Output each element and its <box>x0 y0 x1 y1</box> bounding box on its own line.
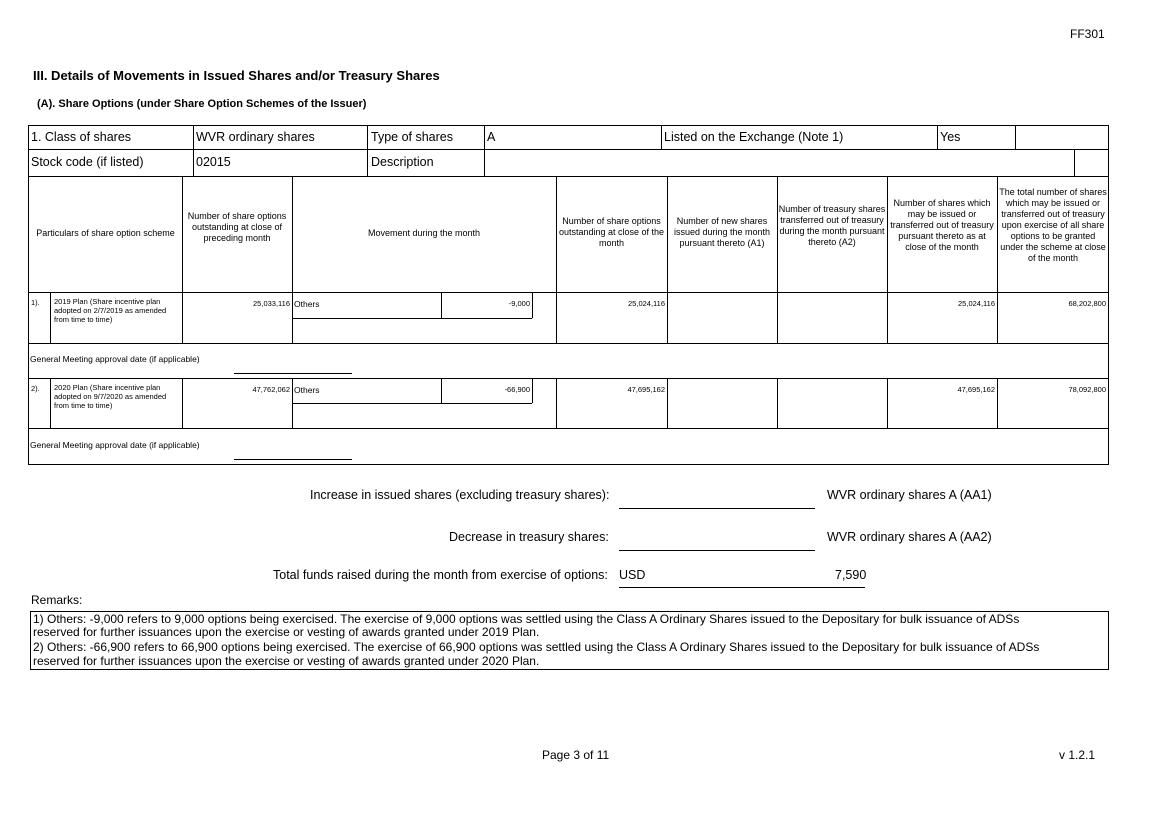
plan-2-index: 2). <box>31 384 40 393</box>
plan-1-close: 25,024,116 <box>628 299 665 308</box>
decrease-field <box>619 550 815 551</box>
type-label: Type of shares <box>371 130 453 144</box>
plan-2-name: 2020 Plan (Share incentive plan adopted on 9/7/2020 as amended from time to time) <box>54 383 167 410</box>
listed-value: Yes <box>940 130 961 144</box>
plan-1-movement-value: -9,000 <box>508 299 530 308</box>
class-value: WVR ordinary shares <box>196 130 315 144</box>
funds-currency: USD <box>619 568 646 582</box>
plan-1-gm-date-line <box>234 373 352 374</box>
page-number: Page 3 of 11 <box>542 748 610 762</box>
plan-2-preceding: 47,762,062 <box>252 385 290 394</box>
decrease-unit: WVR ordinary shares A (AA2) <box>827 530 992 544</box>
funds-value: 7,590 <box>835 568 867 582</box>
col-movement: Movement during the month <box>367 228 481 238</box>
increase-field <box>619 508 815 509</box>
description-label: Description <box>371 155 434 169</box>
plan-1-name: 2019 Plan (Share incentive plan adopted on 2/7/2019 as amended from time to time) <box>54 297 167 324</box>
col-outstanding-close: Number of share options outstanding at close of the month <box>558 216 665 248</box>
plan-1-index: 1). <box>31 298 40 307</box>
col-treasury-transferred: Number of treasury shares transferred out of treasury during the month pursuant thereto (A2) <box>778 204 886 247</box>
remark-line-3: 2) Others: -66,900 refers to 66,900 options being exercised. The exercise of 66,900 options was settled using the Class A Ordinary Shares issued to the Depositary for bulk issuance of ADSs <box>33 640 1040 654</box>
increase-label: Increase in issued shares (excluding treasury shares): <box>310 488 610 502</box>
remark-line-1: 1) Others: -9,000 refers to 9,000 options being exercised. The exercise of 9,000 options was settled using the Class A Ordinary Shares issued to the Depositary for bulk issuance of ADSs <box>33 612 1020 626</box>
col-total-number: The total number of shares which may be issued or transferred out of treasury upon exercise of all share options to be granted under the scheme at close of the month <box>999 187 1107 263</box>
remarks-label: Remarks: <box>31 593 83 607</box>
plan-1-may-issue: 25,024,116 <box>958 299 995 308</box>
plan-2-gm-date-line <box>234 459 352 460</box>
plan-2-total: 78,092,800 <box>1068 385 1106 394</box>
section-title: III. Details of Movements in Issued Shares and/or Treasury Shares <box>33 68 440 83</box>
stock-code-value: 02015 <box>196 155 231 169</box>
plan-1-total: 68,202,800 <box>1068 299 1106 308</box>
col-particulars: Particulars of share option scheme <box>36 228 175 238</box>
col-outstanding-preceding: Number of share options outstanding at close of preceding month <box>187 211 287 243</box>
funds-field <box>619 587 865 588</box>
class-label: 1. Class of shares <box>31 130 132 144</box>
plan-1-preceding: 25,033,116 <box>253 299 290 308</box>
plan-2-close: 47,695,162 <box>627 385 665 394</box>
plan-2-may-issue: 47,695,162 <box>957 385 995 394</box>
plan-2-movement-type: Others <box>294 385 320 395</box>
plan-2-gm-label: General Meeting approval date (if applicable) <box>30 440 200 450</box>
sub-title: (A). Share Options (under Share Option Schemes of the Issuer) <box>37 98 367 110</box>
increase-unit: WVR ordinary shares A (AA1) <box>827 488 992 502</box>
col-new-shares: Number of new shares issued during the month pursuant thereto (A1) <box>673 216 771 248</box>
form-code: FF301 <box>1070 27 1105 41</box>
remark-line-4: reserved for further issuances upon the exercise or vesting of awards granted under 2020 Plan. <box>33 654 540 668</box>
listed-label: Listed on the Exchange (Note 1) <box>664 130 844 144</box>
remark-line-2: reserved for further issuances upon the exercise or vesting of awards granted under 2019 Plan. <box>33 625 540 639</box>
funds-label: Total funds raised during the month from exercise of options: <box>273 568 608 582</box>
plan-2-movement-value: -66,900 <box>504 385 530 394</box>
type-value: A <box>487 130 496 144</box>
stock-code-label: Stock code (if listed) <box>31 155 144 169</box>
plan-1-gm-label: General Meeting approval date (if applicable) <box>30 354 200 364</box>
plan-1-movement-type: Others <box>294 299 320 309</box>
version: v 1.2.1 <box>1059 748 1096 762</box>
col-may-be-issued: Number of shares which may be issued or transferred out of treasury pursuant thereto as at close of the month <box>890 198 994 252</box>
remarks-box <box>30 611 1109 670</box>
decrease-label: Decrease in treasury shares: <box>449 530 609 544</box>
